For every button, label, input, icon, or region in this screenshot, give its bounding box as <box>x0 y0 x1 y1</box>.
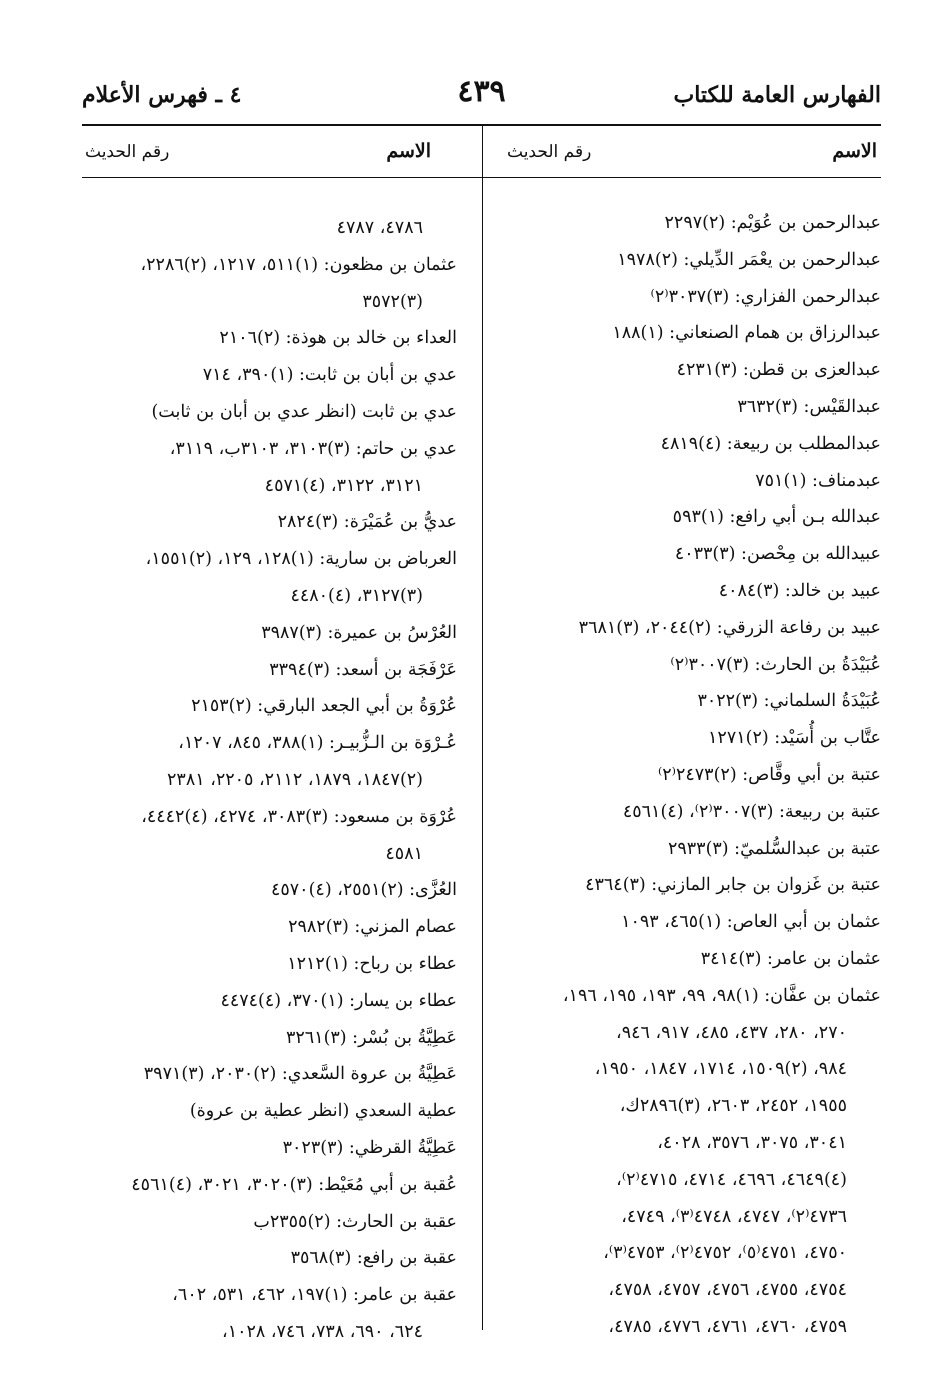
index-entry-line: عُقبة بن أبي مُعَيْط: (٣)٣٠٢٠، ٣٠٢١، (٤)٤٥٦١ <box>131 1174 457 1195</box>
index-entry-line: ٦٢٤، ٦٩٠، ٧٣٨، ٧٤٦، ١٠٢٨، <box>222 1321 423 1342</box>
left-column-header <box>81 136 457 172</box>
section-title: ٤ ـ فهرس الأعلام <box>82 82 242 108</box>
index-entry-line: عثمان بن أبي العاص: (١)٤٦٥، ١٠٩٣ <box>621 912 881 933</box>
index-entry-line: عقبة بن عامر: (١)١٩٧، ٤٦٢، ٥٣١، ٦٠٢، <box>172 1285 457 1306</box>
index-entry-line: عدي بن أبان بن ثابت: (١)٣٩٠، ٧١٤ <box>202 365 457 386</box>
index-entry-line: عبدالمطلب بن ربيعة: (٤)٤٨١٩ <box>660 433 881 454</box>
index-entry-line: عبدالقَيْس: (٣)٣٦٣٢ <box>737 396 881 417</box>
index-entry-line: عدي بن ثابت (انظر عدي بن أبان بن ثابت) <box>151 401 457 422</box>
index-entry-line: ٤٧٣٦⁽٢⁾، ٤٧٤٧، ٤٧٤٨⁽٣⁾، ٤٧٤٩، <box>621 1206 847 1227</box>
index-entry-line: عُبَيْدَةُ السلماني: (٣)٣٠٢٢ <box>697 691 881 712</box>
index-entry-line: ٩٨٤، (٢)١٥٠٩، ١٧١٤، ١٨٤٧، ١٩٥٠، <box>594 1059 847 1080</box>
index-entry-line: عَطِيَّةُ بن بُسْر: (٣)٣٢٦١ <box>285 1027 457 1048</box>
index-entry-line: (٣)٣١٢٧، (٤)٤٤٨٠ <box>290 585 423 606</box>
index-entry-line: عبيد بن خالد: (٣)٤٠٨٤ <box>718 580 881 601</box>
index-entry-line: عُرْوَةُ بن أبي الجعد البارقي: (٢)٢١٥٣ <box>191 696 457 717</box>
index-entry-line: عطية السعدي (انظر عطية بن عروة) <box>189 1101 457 1122</box>
index-entry-line: عَطِيَّةُ القرظي: (٣)٣٠٢٣ <box>282 1137 457 1158</box>
index-entry-line: عبدالرحمن بن عُوَيْم: (٢)٢٢٩٧ <box>664 213 881 233</box>
index-entry-line: عقبة بن الحارث: (٢)٢٣٥٥ب <box>253 1211 457 1232</box>
index-entry-line: عطاء بن رباح: (١)١٢١٢ <box>287 953 457 974</box>
index-entry-line: عديُّ بن عُمَيْرَة: (٣)٢٨٢٤ <box>277 512 457 533</box>
index-entry-line: عتبة بن عبدالسُّلميّ: (٣)٢٩٣٣ <box>667 838 881 859</box>
right-index-column <box>481 205 881 1346</box>
index-entry-line: عقبة بن رافع: (٣)٣٥٦٨ <box>290 1248 457 1269</box>
index-entry-line: ٤٧٨٦، ٤٧٨٧ <box>336 218 423 238</box>
index-entry-line: العُزَّى: (٢)٢٥٥١، (٤)٤٥٧٠ <box>270 880 457 901</box>
index-entry-line: عبدمناف: (١)٧٥١ <box>755 470 881 491</box>
index-entry-line: عبدالعزى بن قطن: (٣)٤٢٣١ <box>676 360 881 381</box>
index-entry-line: عتبة بن غَزوان بن جابر المازني: (٣)٤٣٦٤ <box>585 875 881 896</box>
index-entry-line: عبدالرحمن بن يعْمَر الدِّيلي: (٢)١٩٧٨ <box>617 249 881 270</box>
index-entry-line: عُرْوَة بن مسعود: (٣)٣٠٨٣، ٤٢٧٤، (٤)٤٤٤٢، <box>141 806 457 827</box>
page-header <box>82 74 881 118</box>
page-number: ٤٣٩ <box>457 74 506 109</box>
index-entry-line: عتبة بن أبي وقَّاص: (٢)٢٤٧٣⁽٢⁾ <box>657 764 881 785</box>
right-column-header <box>481 136 881 172</box>
index-entry-line: عبيدالله بن مِحْصن: (٣)٤٠٣٣ <box>674 544 881 565</box>
index-entry-line: ١٩٥٥، ٢٤٥٢، ٢٦٠٣، (٣)٢٨٩٦ك، <box>619 1096 847 1117</box>
index-entry-line: عثمان بن عفَّان: (١)٩٨، ٩٩، ١٩٣، ١٩٥، ١٩٦، <box>562 985 881 1006</box>
index-entry-line: ٤٥٨١ <box>385 843 423 864</box>
left-index-column <box>81 210 457 1351</box>
book-index-title: الفهارس العامة للكتاب <box>673 82 881 108</box>
index-entry-line: عُـرْوَة بن الـزُّبيـر: (١)٣٨٨، ٨٤٥، ١٢٠٧، <box>178 733 457 754</box>
index-entry-line: عَرْفَجَة بن أسعد: (٣)٣٣٩٤ <box>269 659 457 680</box>
name-column-label: الاسم <box>386 140 431 162</box>
index-entry-line: عبيد بن رفاعة الزرقي: (٢)٢٠٤٤، (٣)٣٦٨١ <box>578 617 881 638</box>
name-column-label: الاسم <box>832 140 877 162</box>
index-entry-line: عثمان بن عامر: (٣)٣٤١٤ <box>700 948 881 969</box>
index-entry-line: عَطِيَّةُ بن عروة السَّعدي: (٢)٢٠٣٠، (٣)٣٩٧١ <box>143 1064 457 1085</box>
index-entry-line: عتبة بن ربيعة: (٣)٣٠٠٧⁽٢⁾، (٤)٤٥٦١ <box>622 801 881 822</box>
number-column-label: رقم الحديث <box>85 142 170 162</box>
index-entry-line: (٣)٣٥٧٢ <box>362 291 423 312</box>
index-entry-line: ٤٧٥٤، ٤٧٥٥، ٤٧٥٦، ٤٧٥٧، ٤٧٥٨، <box>608 1280 847 1301</box>
index-entry-line: عتَّاب بن أُسَيْد: (٢)١٢٧١ <box>708 728 881 749</box>
index-entry-line: ٤٧٥٠، ٤٧٥١⁽٥⁾، ٤٧٥٢⁽٢⁾، ٤٧٥٣⁽٣⁾، <box>603 1243 847 1264</box>
index-entry-line: ٣١٢١، ٣١٢٢، (٤)٤٥٧١ <box>264 475 423 496</box>
index-entry-line: (٤)٤٦٤٩، ٤٦٩٦، ٤٧١٤، ٤٧١٥⁽٢⁾، <box>616 1169 847 1190</box>
index-entry-line: عبدالرحمن الفزاري: (٣)٣٠٣٧⁽٢⁾ <box>650 286 881 307</box>
index-entry-line: عبدالرزاق بن همام الصنعاني: (١)١٨٨ <box>612 323 881 344</box>
index-entry-line: العرباض بن سارية: (١)١٢٨، ١٢٩، (٢)١٥٥١، <box>145 549 457 570</box>
index-entry-line: (٢)١٨٤٧، ١٨٧٩، ٢١١٢، ٢٢٠٥، ٢٣٨١ <box>167 769 423 790</box>
index-entry-line: ٢٧٠، ٢٨٠، ٤٣٧، ٤٨٥، ٩١٧، ٩٤٦، <box>616 1022 847 1043</box>
index-entry-line: عُبَيْدَةُ بن الحارث: (٣)٣٠٠٧⁽٢⁾ <box>670 654 881 675</box>
index-entry-line: عبدالله بـن أبي رافع: (١)٥٩٣ <box>672 507 881 528</box>
index-entry-line: عدي بن حاتم: (٣)٣١٠٣، ٣١٠٣ب، ٣١١٩، <box>169 438 457 459</box>
number-column-label: رقم الحديث <box>507 142 592 162</box>
index-entry-line: ٤٧٥٩، ٤٧٦٠، ٤٧٦١، ٤٧٧٦، ٤٧٨٥، <box>608 1316 847 1337</box>
index-entry-line: ٣٠٤١، ٣٠٧٥، ٣٥٧٦، ٤٠٢٨، <box>657 1132 847 1153</box>
index-entry-line: عثمان بن مظعون: (١)٥١١، ١٢١٧، (٢)٢٢٨٦، <box>140 254 457 275</box>
index-entry-line: العداء بن خالد بن هوذة: (٢)٢١٠٦ <box>219 328 457 349</box>
index-entry-line: عصام المزني: (٣)٢٩٨٢ <box>288 917 457 938</box>
index-entry-line: عطاء بن يسار: (١)٣٧٠، (٤)٤٤٧٤ <box>220 990 457 1011</box>
index-entry-line: العُرْسُ بن عميرة: (٣)٣٩٨٧ <box>261 622 457 643</box>
